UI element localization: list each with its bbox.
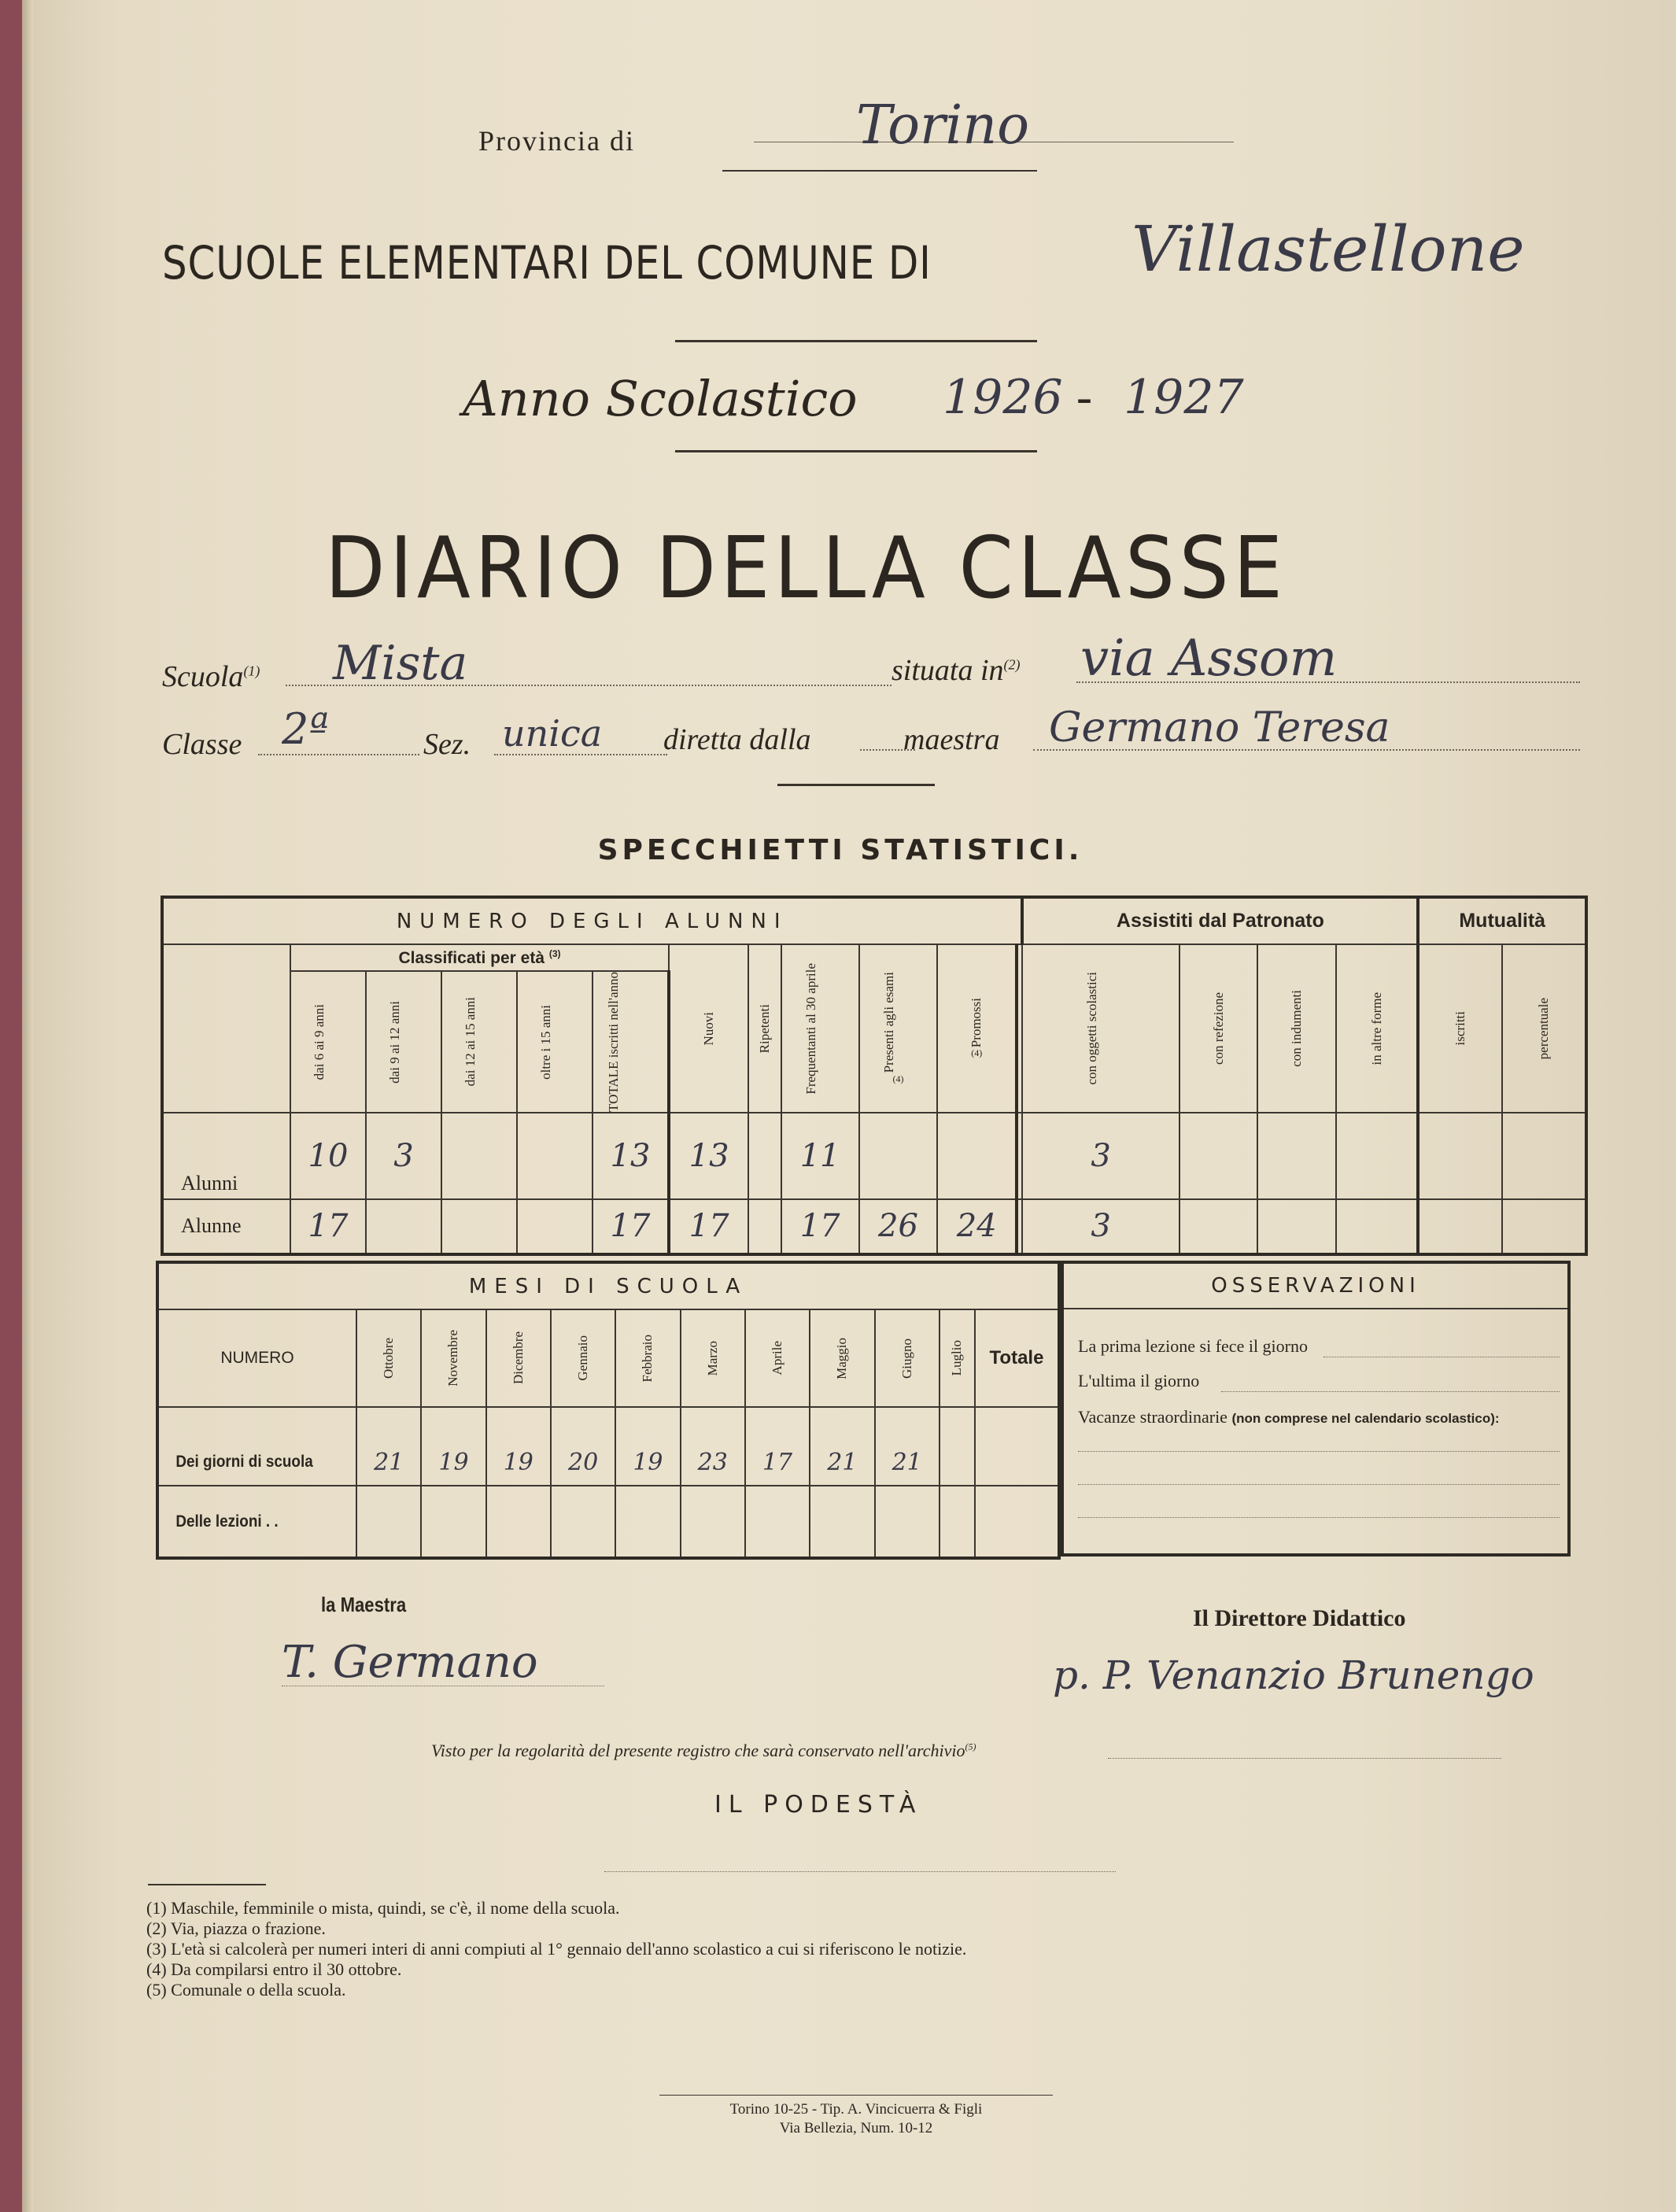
situata-label: situata $in^{(2)}$ [892,654,1021,687]
header-numero: NUMERO DEGLI ALUNNI [162,897,1022,944]
cell [940,1486,975,1558]
month-header: Aprile [745,1309,810,1407]
maestra-sign-label: la Maestra [321,1593,407,1616]
cell [748,1199,781,1254]
col-header: in altre forme [1336,944,1418,1113]
cell: 3 [1022,1113,1179,1199]
provincia-label: Provincia di [478,125,635,157]
corner-cell [162,944,290,1113]
table-row [157,1407,1059,1486]
ornament-divider [722,170,1037,183]
sez-label: Sez. [423,728,471,761]
header-mutualita: Mutualità [1418,897,1586,944]
cell [810,1486,874,1558]
cell [1418,1199,1502,1254]
month-header: Giugno [875,1309,940,1407]
col-header: percentuale [1502,944,1586,1113]
footnote: (5) Comunale o della scuola. [146,1980,346,2000]
oss-line [1078,1517,1560,1518]
anno-sep: - [1076,371,1092,423]
cell: 21 [810,1407,874,1486]
table-row [162,1113,1586,1199]
totale-header: Totale [975,1309,1059,1407]
numero-header: NUMERO [157,1309,356,1407]
cell [1257,1199,1336,1254]
month-header: Dicembre [486,1309,551,1407]
printer-line-1: Torino 10-25 - Tip. A. Vincicuerra & Figli [729,2101,983,2118]
cell [441,1113,517,1199]
cell [975,1407,1059,1486]
cell: 13 [593,1113,669,1199]
footnote-rule [148,1884,266,1885]
scuola-label: Scuola$^{(1)}$ [162,660,260,693]
spacer [1017,1199,1022,1254]
col-header: con indumenti [1257,944,1336,1113]
direttore-signature: p. P. Venanzio Brunengo [1053,1653,1534,1698]
visto-line [1108,1758,1501,1759]
footnote: (4) Da compilarsi entro il 30 ottobre. [146,1959,402,1979]
cell [1418,1113,1502,1199]
col-header: TOTALE iscritti nell'anno [593,971,669,1113]
cell [859,1113,937,1199]
col-header: dai 12 ai 15 anni [441,971,517,1113]
row-label: Delle lezioni . . [157,1486,337,1558]
cell: 26 [859,1199,937,1254]
anno-value-2: 1927 [1124,370,1244,425]
cell [441,1199,517,1254]
month-header: Luglio [940,1309,975,1407]
header-mesi: MESI DI SCUOLA [157,1262,1059,1309]
anno-value-1: 1926 [943,370,1063,425]
podesta-label: IL PODESTÀ [714,1791,923,1819]
cell [421,1486,485,1558]
cell: 13 [669,1113,748,1199]
month-header: Marzo [681,1309,745,1407]
cell [615,1486,680,1558]
sez-value: unica [502,712,603,755]
provincia-value: Torino [856,94,1030,157]
table-row [162,1199,1586,1254]
cell [1336,1113,1418,1199]
oss-line [1078,1451,1560,1452]
footnote: (2) Via, piazza o frazione. [146,1918,326,1938]
page-title: DIARIO DELLA CLASSE [325,519,1287,618]
row-label: Dei giorni di scuola [157,1407,337,1486]
visto-text: Visto per la regolarità del presente registro che sarà conservato nell'archivio$^{(5)}$ [431,1741,976,1760]
maestra-label: maestra [903,723,1000,756]
oss-vacanze: Vacanze straordinarie (non comprese nel calendario scolastico): [1078,1407,1500,1427]
classe-line [258,754,419,755]
header-assistiti: Assistiti dal Patronato [1022,897,1418,944]
cell [366,1199,441,1254]
osservazioni-header: OSSERVAZIONI [1064,1264,1567,1309]
col-header: Presenti agli esami (4) [859,944,937,1113]
maestra-value: Germano Teresa [1049,704,1390,751]
cell: 24 [937,1199,1017,1254]
month-header: Novembre [421,1309,485,1407]
cell: 19 [486,1407,551,1486]
cell: 20 [551,1407,615,1486]
cell [1179,1199,1258,1254]
cell: 17 [781,1199,859,1254]
cell [748,1113,781,1199]
col-header: oltre i 15 anni [517,971,593,1113]
scuola-value: Mista [333,636,468,691]
cell: 11 [781,1113,859,1199]
cell [745,1486,810,1558]
col-header: iscritti [1418,944,1502,1113]
col-header: dai 9 ai 12 anni [366,971,441,1113]
scuole-label: SCUOLE ELEMENTARI DEL COMUNE DI [162,236,932,290]
month-header: Maggio [810,1309,874,1407]
month-header: Febbraio [615,1309,680,1407]
cell: 17 [290,1199,366,1254]
cell: 19 [421,1407,485,1486]
month-header: Ottobre [356,1309,421,1407]
col-header: Nuovi [669,944,748,1113]
table-row [157,1486,1059,1558]
cell: 21 [356,1407,421,1486]
oss-prima: La prima lezione si fece il giorno [1078,1336,1308,1356]
classe-value: 2ª [282,704,330,754]
osservazioni-box [1061,1261,1571,1557]
alunni-table [161,896,1588,1256]
row-label: Alunne [162,1199,290,1254]
mesi-table [156,1261,1061,1560]
cell [975,1486,1059,1558]
cell [940,1407,975,1486]
cell: 21 [875,1407,940,1486]
classificati-header: Classificati per età $^{(3)}$ [290,944,669,971]
oss-line [1078,1484,1560,1485]
diretta-label: diretta dalla [663,723,811,756]
cell [551,1486,615,1558]
classe-label: Classe [162,728,242,761]
maestra-signature: T. Germano [282,1637,538,1688]
cell: 3 [1022,1199,1179,1254]
footnote: (1) Maschile, femminile o mista, quindi, se c'è, il nome della scuola. [146,1898,620,1918]
cell [517,1199,593,1254]
stat-title: SPECCHIETTI STATISTICI. [597,834,1083,866]
cell: 10 [290,1113,366,1199]
cell [1502,1113,1586,1199]
podesta-line [604,1871,1116,1872]
cell [681,1486,745,1558]
cell: 19 [615,1407,680,1486]
comune-value: Villastellone [1131,212,1525,286]
row-label: Alunni [162,1113,290,1199]
col-header: Promossi (4) [937,944,1017,1113]
ornament-divider [777,784,935,797]
spacer [1017,1113,1022,1199]
col-header: con refezione [1179,944,1258,1113]
oss-ultima: L'ultima il giorno [1078,1371,1200,1390]
register-page [22,0,1676,2212]
imprint-rule [659,2095,1053,2096]
footnotes [146,1898,966,2000]
cell: 3 [366,1113,441,1199]
month-header: Gennaio [551,1309,615,1407]
divider-rule [675,450,1037,452]
cell [356,1486,421,1558]
footnote: (3) L'età si calcolerà per numeri interi di anni compiuti al 1° gennaio dell'anno scolastico a cui si riferiscono le notizie. [146,1939,967,1959]
col-header: Frequentanti al 30 aprile [781,944,859,1113]
spacer [1017,944,1022,1113]
cell [937,1113,1017,1199]
cell: 23 [681,1407,745,1486]
cell [1257,1113,1336,1199]
col-header: Ripetenti [748,944,781,1113]
cell [1179,1113,1258,1199]
cell [517,1113,593,1199]
cell: 17 [669,1199,748,1254]
cell: 17 [745,1407,810,1486]
col-header: dai 6 ai 9 anni [290,971,366,1113]
situata-value: via Assom [1080,630,1338,688]
divider-rule [675,340,1037,342]
cell [1336,1199,1418,1254]
col-header: con oggetti scolastici [1022,944,1179,1113]
direttore-label: Il Direttore Didattico [1193,1605,1406,1631]
anno-label: Anno Scolastico [463,370,858,427]
cell [1502,1199,1586,1254]
oss-line [1221,1391,1560,1392]
printer-line-2: Via Bellezia, Num. 10-12 [779,2120,933,2136]
cell [875,1486,940,1558]
cell [486,1486,551,1558]
cell: 17 [593,1199,669,1254]
